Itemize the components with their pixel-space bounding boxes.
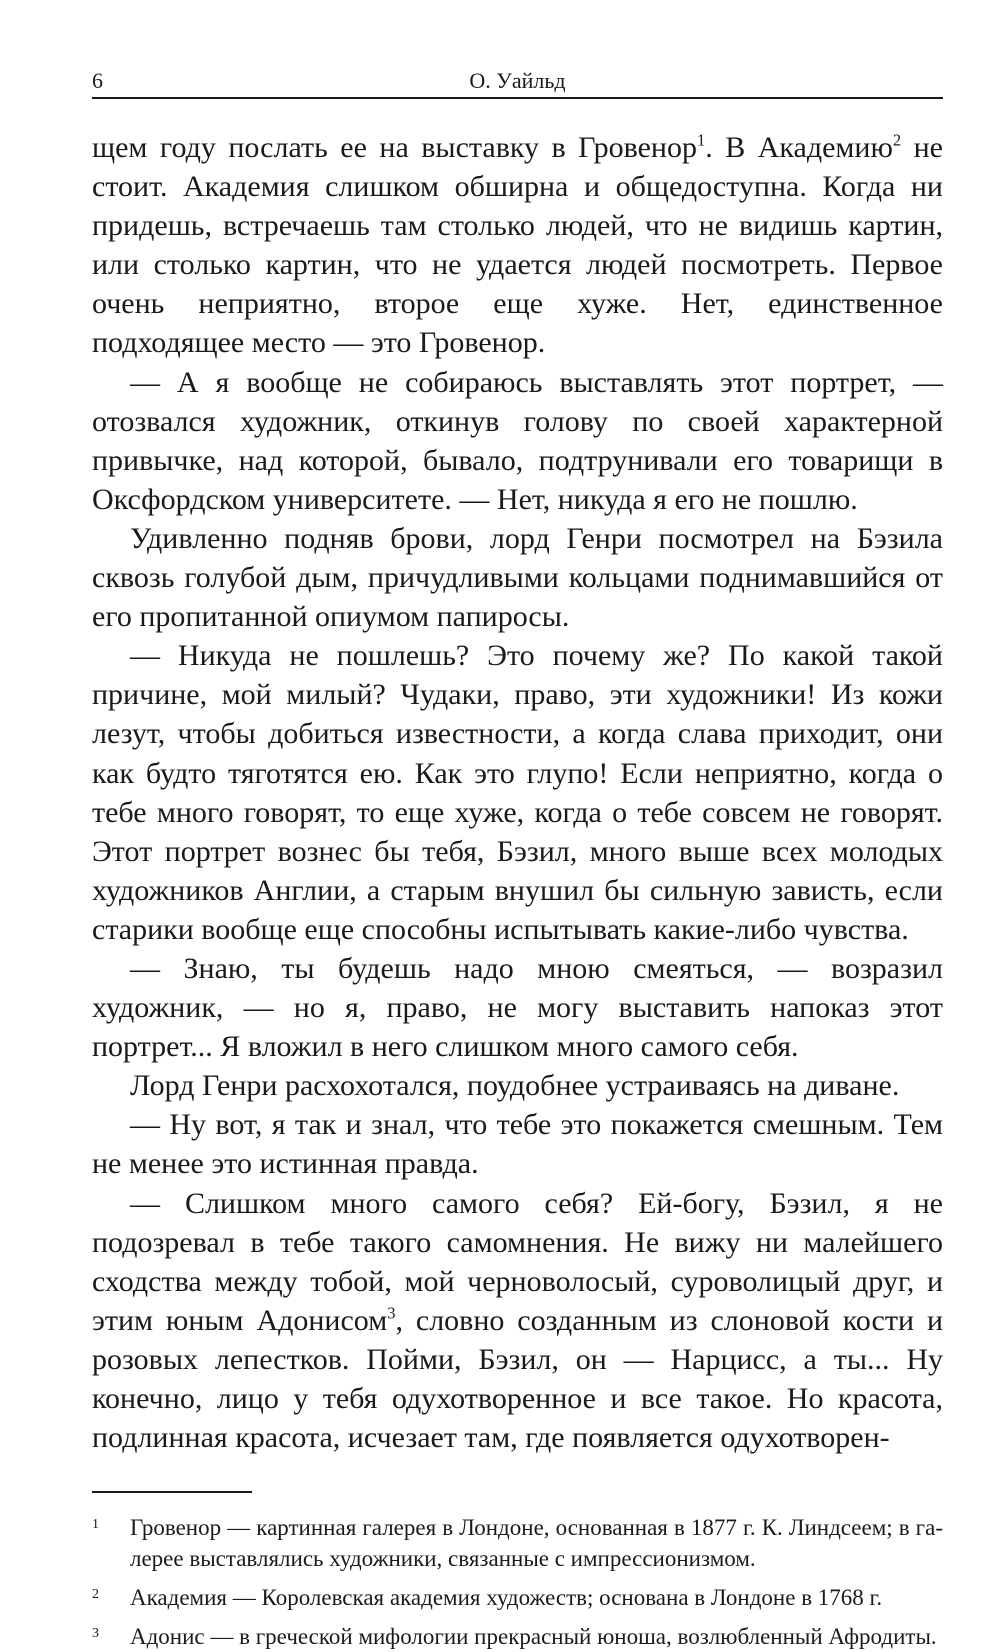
paragraph-text: Удивленно подняв брови, лорд Генри посмотрел на Бэзила сквозь голубой дым, причудливыми кольцами поднимавшийся от его пропитанной опиумом папиросы. [92, 521, 943, 634]
paragraph-text: . В Академию [705, 131, 893, 164]
footnote-text: Гровенор — картинная галерея в Лондоне, основанная в 1877 г. К. Линдсеем; в галерее выставлялись художники, связанные с импрессионизмом. [130, 1515, 943, 1572]
paragraph [92, 1184, 943, 1458]
paragraph-text: — Знаю, ты будешь надо мною смеяться, — возразил художник, — но я, право, не могу выставить напоказ этот портрет... Я вложил в него слишком много самого себя. [92, 951, 943, 1064]
page-number: 6 [92, 68, 103, 93]
running-title: О. Уайльд [469, 68, 566, 93]
footnote-ref: 3 [387, 1303, 396, 1323]
paragraph-text: — Никуда не пошлешь? Это почему же? По какой такой причине, мой милый? Чудаки, право, эти художники! Из кожи лезут, чтобы добиться известности, а когда слава приходит, они как будто тяготятся ею. Как это глупо! Если неприятно, когда о тебе много говорят, то еще хуже, когда о тебе совсем не говорят. Этот портрет вознес бы тебя, Бэзил, много выше всех молодых художников Англии, а старым внушил бы сильную зависть, если старики вообще еще способны испытывать какие-либо чувства. [92, 639, 943, 946]
paragraph-text: Лорд Генри расхохотался, поудобнее устраиваясь на диване. [130, 1069, 900, 1103]
paragraph [92, 949, 943, 1066]
footnote-separator [92, 1491, 252, 1493]
paragraph-text: — Слишком много самого себя? Ей-богу, Бэзил, я не подозревал в тебе такого самомнения. Не вижу ни малейшего сходства между тобой, мой черноволосый, суроволицый друг, и этим юным Адонисом [92, 1186, 943, 1337]
paragraph [92, 128, 943, 363]
paragraph [92, 1066, 943, 1105]
footnote-ref: 2 [892, 130, 902, 150]
paragraph [92, 636, 943, 949]
paragraph [92, 519, 943, 636]
footnote-ref: 1 [696, 130, 706, 150]
paragraph-text: — Ну вот, я так и знал, что тебе это покажется смешным. Тем не менее это истинная правда. [92, 1108, 943, 1181]
paragraph-text: — А я вообще не собираюсь выставлять этот портрет, — отозвался художник, откинув голову по своей характерной привычке, над которой, бывало, подтрунивали его товарищи в Оксфордском университете. — Нет, никуда я его не пошлю. [92, 365, 943, 516]
running-header [92, 0, 943, 99]
body-text [92, 128, 943, 1457]
paragraph-text: , словно созданным из слоновой кости и розовых лепестков. Пойми, Бэзил, он — Нарцисс, а ты... Ну конечно, лицо у тебя одухотворенное и все такое. Но красота, подлинная красота, исчезает там, где появляется одухотворен- [92, 1303, 943, 1455]
footnote-text: Академия — Королевская академия художеств; основана в Лондоне в 1768 г. [130, 1585, 883, 1611]
paragraph [92, 363, 943, 519]
footnote [92, 1512, 943, 1574]
footnotes [92, 1512, 943, 1652]
footnote-number: 1 [92, 1517, 99, 1533]
paragraph [92, 1105, 943, 1183]
footnote-number: 2 [92, 1587, 99, 1603]
footnote [92, 1621, 943, 1652]
paragraph-text: щем году послать ее на выставку в Гровенор [92, 131, 697, 164]
footnote-number: 3 [92, 1626, 99, 1642]
footnote [92, 1582, 943, 1613]
footnote-text: Адонис — в греческой мифологии прекрасный юноша, возлюбленный Афродиты. [130, 1624, 937, 1650]
paragraph-text: не стоит. Академия слишком обширна и общедоступна. Когда ни придешь, встречаешь там столько людей, что не видишь картин, или столько картин, что не удается людей посмотреть. Первое очень неприятно, второе еще хуже. Нет, единственное подходящее место — это Гровенор. [92, 131, 943, 360]
